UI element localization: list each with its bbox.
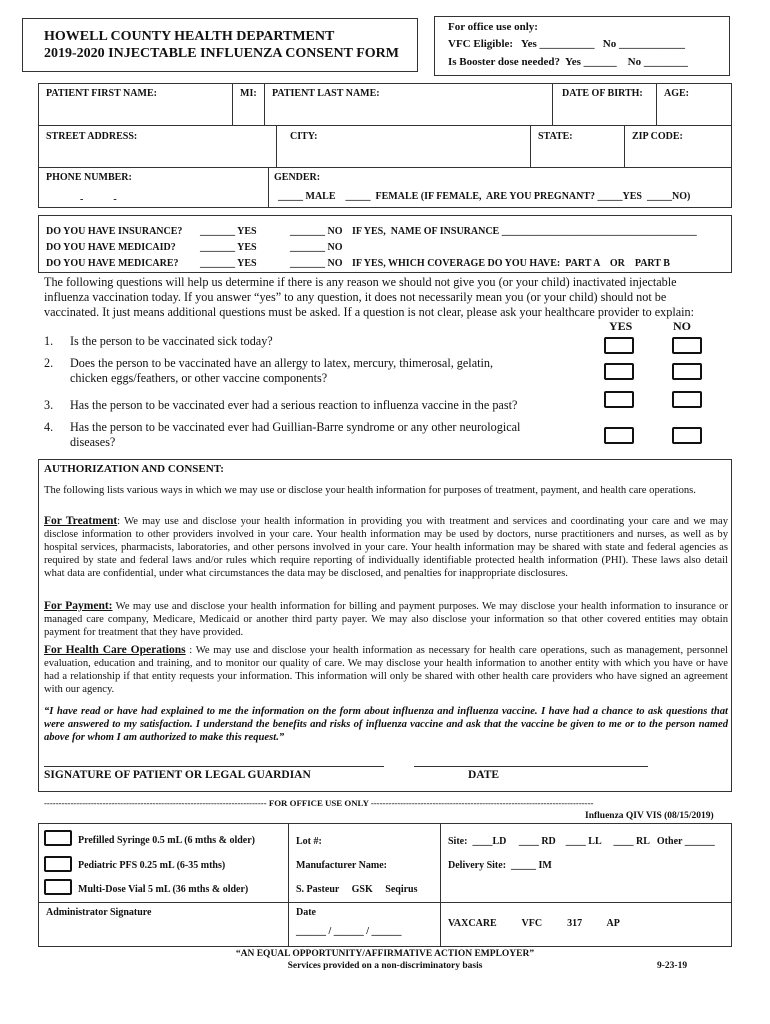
- pediatric-pfs-label: Pediatric PFS 0.25 mL (6-35 mths): [78, 860, 226, 871]
- signature-label: SIGNATURE OF PATIENT OR LEGAL GUARDIAN: [44, 769, 311, 781]
- consent-heading: AUTHORIZATION AND CONSENT:: [44, 463, 224, 475]
- first-name-field[interactable]: PATIENT FIRST NAME:: [46, 88, 157, 99]
- question-4-no-checkbox[interactable]: [672, 427, 702, 444]
- question-2-text-line2: chicken eggs/feathers, or other vaccine components?: [70, 371, 328, 385]
- last-name-field[interactable]: PATIENT LAST NAME:: [272, 88, 380, 99]
- manufacturer-name-label: Manufacturer Name:: [296, 860, 387, 871]
- state-field[interactable]: STATE:: [538, 131, 573, 142]
- medicare-coverage-field[interactable]: IF YES, WHICH COVERAGE DO YOU HAVE: PART A OR PART B: [352, 258, 670, 269]
- office-use-divider: ---------------------------------------------------------------------------- FOR OFFICE USE ONLY ----------------------------------------------------------------------------: [44, 798, 594, 808]
- payment-paragraph: [44, 600, 728, 639]
- funding-options[interactable]: VAXCARE VFC 317 AP: [448, 918, 620, 929]
- phone-dashes: - -: [80, 194, 117, 205]
- treatment-label: For Treatment: [44, 515, 118, 527]
- consent-statement: “I have read or have had explained to me the information on the form about influenza and influenza vaccine. I have had a chance to ask questions that were answered to my satisfaction. I understand the benefits and risks of influenza vaccine and ask that the vaccine be given to me or to the person named above for whom I am authorized to make this request.”: [44, 706, 728, 743]
- admin-date-field[interactable]: ______ / ______ / ______: [296, 926, 402, 937]
- phone-number-field[interactable]: PHONE NUMBER:: [46, 172, 132, 183]
- multi-dose-vial-label: Multi-Dose Vial 5 mL (36 mths & older): [78, 884, 249, 895]
- footer-non-discrimination: Services provided on a non-discriminatory basis: [287, 961, 483, 971]
- medicare-yes[interactable]: _______ YES: [200, 258, 257, 269]
- question-3-yes-checkbox[interactable]: [604, 391, 634, 408]
- admin-date-label: Date: [296, 907, 316, 918]
- operations-paragraph: [44, 644, 728, 696]
- medicaid-yes[interactable]: _______ YES: [200, 242, 257, 253]
- question-1-yes-checkbox[interactable]: [604, 337, 634, 354]
- site-options[interactable]: Site: ____LD ____ RD ____ LL ____ RL Other ______: [448, 836, 715, 847]
- question-4-number: 4.: [44, 420, 54, 434]
- screening-intro-line2: influenza vaccination today. If you answer “yes” to any question, it does not necessarily mean you (or your child) should not be: [44, 290, 667, 304]
- delivery-site-options[interactable]: Delivery Site: _____ IM: [448, 860, 552, 871]
- date-line[interactable]: [414, 766, 648, 767]
- footer-date: 9-23-19: [657, 961, 688, 971]
- consent-intro: The following lists various ways in which we may use or disclose your health information for purposes of treatment, payment, and health care operations.: [44, 485, 696, 496]
- zip-code-field[interactable]: ZIP CODE:: [632, 131, 683, 142]
- booster-dose-field[interactable]: Is Booster dose needed? Yes ______ No ________: [448, 56, 688, 68]
- operations-text: : We may use and disclose your health information as necessary for health care operations, such as management, personnel evaluation, education and training, and to monitor our quality of care. We may disclose your health information to another entity with which you have or have had a relationship if that entity requests your information. This information will only be shared with other health care providers who have signed an agreement with our agency.: [44, 645, 728, 695]
- multi-dose-vial-checkbox[interactable]: [44, 879, 72, 895]
- insurance-yes[interactable]: _______ YES: [200, 226, 257, 237]
- gender-label: GENDER:: [274, 172, 321, 183]
- form-title-line1: HOWELL COUNTY HEALTH DEPARTMENT: [44, 29, 335, 44]
- operations-label: For Health Care Operations: [44, 644, 186, 656]
- question-3-text: Has the person to be vaccinated ever had a serious reaction to influenza vaccine in the past?: [70, 398, 518, 412]
- question-4-yes-checkbox[interactable]: [604, 427, 634, 444]
- no-column-header: NO: [673, 319, 691, 333]
- dob-field[interactable]: DATE OF BIRTH:: [562, 88, 643, 99]
- yes-column-header: YES: [609, 319, 633, 333]
- question-4-text-line2: diseases?: [70, 435, 116, 449]
- question-4-text-line1: Has the person to be vaccinated ever had Guillian-Barre syndrome or any other neurological: [70, 420, 521, 434]
- question-2-text-line1: Does the person to be vaccinated have an allergy to latex, mercury, thimerosal, gelatin,: [70, 356, 494, 370]
- question-2-number: 2.: [44, 356, 54, 370]
- signature-date-label: DATE: [468, 769, 500, 781]
- payment-label: For Payment:: [44, 600, 113, 612]
- screening-intro-line3: vaccinated. It just means additional questions must be asked. If a question is not clear, please ask your healthcare provider to explain:: [44, 305, 694, 319]
- medicare-question: DO YOU HAVE MEDICARE?: [46, 258, 179, 269]
- insurance-name-field[interactable]: IF YES, NAME OF INSURANCE _______________________________________: [352, 226, 697, 237]
- footer-eeo: “AN EQUAL OPPORTUNITY/AFFIRMATIVE ACTION EMPLOYER”: [235, 949, 535, 959]
- street-address-field[interactable]: STREET ADDRESS:: [46, 131, 138, 142]
- question-1-text: Is the person to be vaccinated sick today?: [70, 334, 273, 348]
- question-3-number: 3.: [44, 398, 54, 412]
- treatment-text: : We may use and disclose your health information in providing you with treatment and services and coordinating your care and we may disclose information to other providers involved in your care. Your health information may be used by doctors, nurse practitioners and nurses, as well as by hospital services, pharmacists, laboratories, and other persons involved in your care. Your health information may be shared with state and federal agencies as required by state and federal laws and/or rules which require reporting of individually identifiable protected health information (PHI). These laws also detail what data are confidential, under what circumstances the data may be disclosed, and penalties for inappropriate disclosures.: [44, 516, 728, 579]
- signature-line[interactable]: [44, 766, 384, 767]
- pediatric-pfs-checkbox[interactable]: [44, 856, 72, 872]
- prefilled-syringe-label: Prefilled Syringe 0.5 mL (6 mths & older): [78, 835, 256, 846]
- prefilled-syringe-checkbox[interactable]: [44, 830, 72, 846]
- screening-intro-line1: The following questions will help us determine if there is any reason we should not give you (or your child) inactivated injectable: [44, 275, 677, 289]
- form-title-line2: 2019-2020 INJECTABLE INFLUENZA CONSENT FORM: [44, 46, 399, 61]
- mi-field[interactable]: MI:: [240, 88, 257, 99]
- lot-number-field[interactable]: Lot #:: [296, 836, 322, 847]
- medicare-no[interactable]: _______ NO: [290, 258, 343, 269]
- payment-text: We may use and disclose your health information for billing and payment purposes. We may disclose your health information to insurance or managed care company, Medicare, Medicaid or another third party payer. We may also disclose your information so that other covered entities may obtain payment for treatment that they have provided.: [44, 601, 728, 638]
- question-2-no-checkbox[interactable]: [672, 363, 702, 380]
- patient-info-box: [38, 83, 732, 208]
- medicaid-no[interactable]: _______ NO: [290, 242, 343, 253]
- vis-version: Influenza QIV VIS (08/15/2019): [585, 811, 714, 821]
- question-1-no-checkbox[interactable]: [672, 337, 702, 354]
- insurance-question: DO YOU HAVE INSURANCE?: [46, 226, 183, 237]
- vfc-eligible-field[interactable]: VFC Eligible: Yes __________ No ____________: [448, 38, 686, 50]
- question-2-yes-checkbox[interactable]: [604, 363, 634, 380]
- administrator-signature-field[interactable]: Administrator Signature: [46, 907, 152, 918]
- insurance-no[interactable]: _______ NO: [290, 226, 343, 237]
- question-1-number: 1.: [44, 334, 54, 348]
- gender-options[interactable]: _____ MALE _____ FEMALE (IF FEMALE, ARE YOU PREGNANT? _____YES _____NO): [278, 191, 691, 202]
- treatment-paragraph: [44, 515, 728, 580]
- age-field[interactable]: AGE:: [664, 88, 689, 99]
- city-field[interactable]: CITY:: [290, 131, 318, 142]
- medicaid-question: DO YOU HAVE MEDICAID?: [46, 242, 176, 253]
- title-box: [22, 18, 418, 72]
- manufacturer-options[interactable]: S. Pasteur GSK Seqirus: [296, 884, 418, 895]
- office-use-label: For office use only:: [448, 21, 538, 33]
- question-3-no-checkbox[interactable]: [672, 391, 702, 408]
